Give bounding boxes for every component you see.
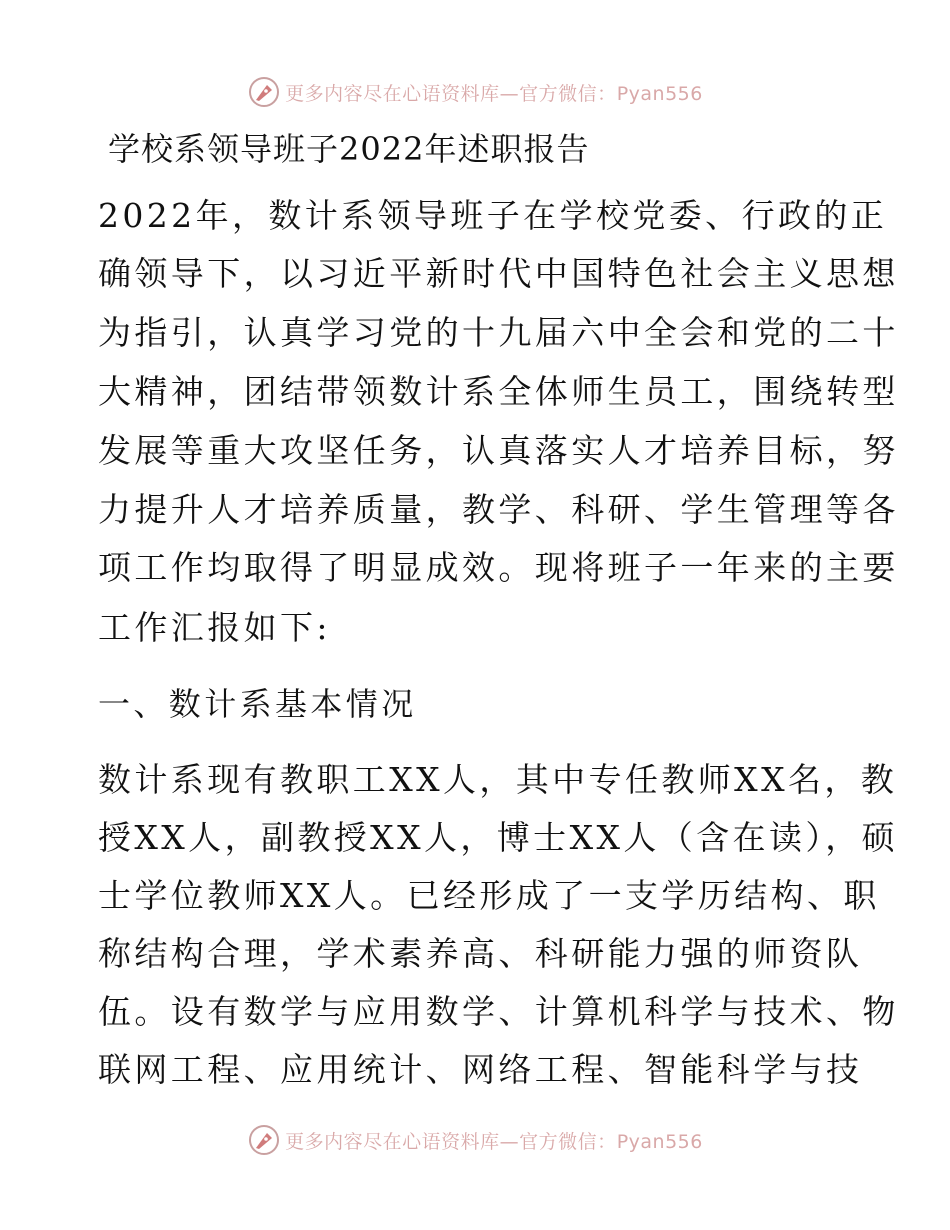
body-line: 发展等重大攻坚任务，认真落实人才培养目标，努 — [98, 431, 899, 470]
body-line: 项工作均取得了明显成效。现将班子一年来的主要 — [98, 548, 899, 587]
body-line: 为指引，认真学习党的十九届六中全会和党的二十 — [98, 313, 899, 352]
body-line: 授XX人，副教授XX人，博士XX人（含在读），硕 — [98, 818, 899, 857]
body-line: 士学位教师XX人。已经形成了一支学历结构、职 — [98, 876, 880, 915]
watermark-separator-text: —官方微信： — [499, 82, 617, 105]
watermark-footer — [0, 1120, 950, 1160]
watermark-id-text: Pyan556 — [616, 1130, 703, 1153]
body-line: 大精神，团结带领数计系全体师生员工，围绕转型 — [98, 372, 899, 411]
body-line: 力提升人才培养质量，教学、科研、学生管理等各 — [98, 490, 899, 529]
body-line: 联网工程、应用统计、网络工程、智能科学与技 — [98, 1050, 863, 1089]
watermark-separator-text: —官方微信： — [499, 1130, 617, 1153]
body-line: 工作汇报如下: — [98, 608, 331, 647]
pen-nib-logo-icon — [247, 75, 281, 109]
watermark-main-text: 更多内容尽在心语资料库 — [285, 1130, 500, 1153]
pen-nib-logo-icon — [247, 1123, 281, 1157]
body-line: 2022年，数计系领导班子在学校党委、行政的正 — [98, 196, 888, 235]
watermark-id-text: Pyan556 — [616, 82, 703, 105]
watermark-main-text: 更多内容尽在心语资料库 — [285, 82, 500, 105]
body-line: 称结构合理，学术素养高、科研能力强的师资队 — [98, 934, 863, 973]
body-line: 数计系现有教职工XX人，其中专任教师XX名，教 — [98, 760, 898, 799]
body-line: 确领导下，以习近平新时代中国特色社会主义思想 — [98, 254, 899, 293]
body-line: 伍。设有数学与应用数学、计算机科学与技术、物 — [98, 992, 899, 1031]
document-title: 学校系领导班子2022年述职报告 — [108, 130, 590, 168]
section-heading: 一、数计系基本情况 — [98, 685, 417, 723]
watermark-header — [0, 72, 950, 112]
